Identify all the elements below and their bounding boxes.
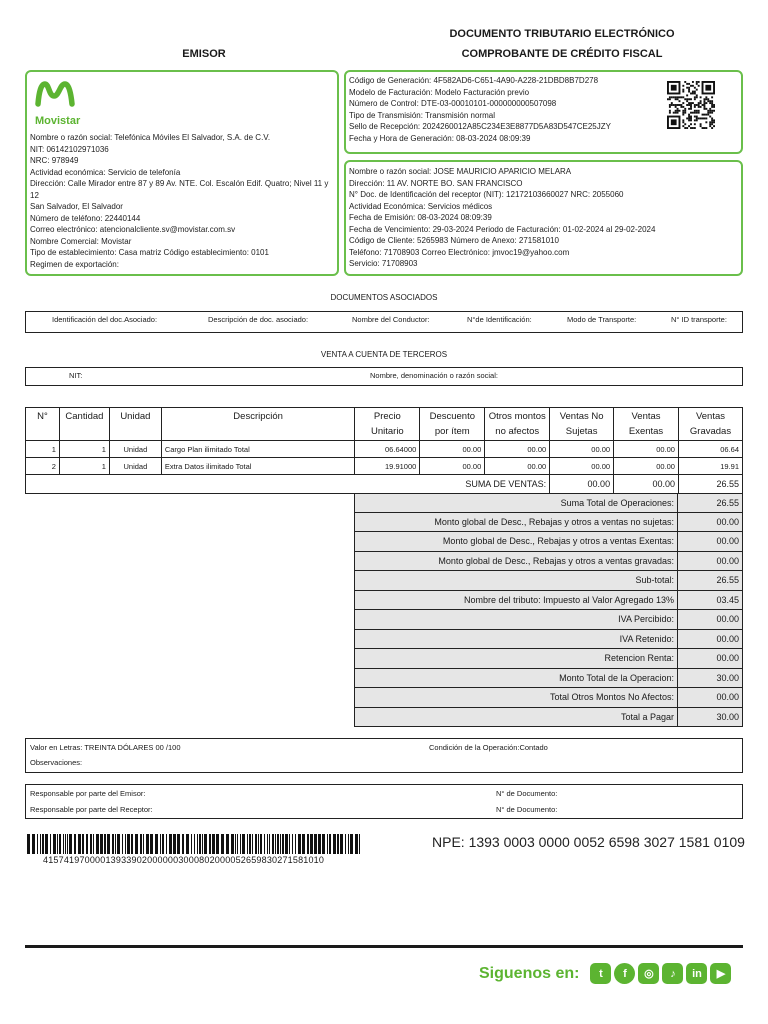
valor-letras: Valor en Letras: TREINTA DÓLARES 00 /100 [30,743,181,752]
barcode-bar [96,834,99,854]
movistar-logo [35,80,80,127]
youtube-icon[interactable]: ▶ [710,963,731,984]
suma-value: 26.55 [678,475,742,494]
row-cell: 1 [26,441,60,458]
emisor-line: Número de teléfono: 22440144 [30,213,141,223]
total-value: 00.00 [678,610,742,629]
barcode-icon [27,834,363,854]
barcode-bar [74,834,76,854]
barcode-bar [209,834,211,854]
receptor-line: Fecha de Vencimiento: 29-03-2024 Periodo de Facturación: 01-02-2024 al 29-02-2024 [349,224,656,234]
barcode-bar [59,834,61,854]
barcode-bar [355,834,358,854]
linkedin-icon[interactable]: in [686,963,707,984]
barcode-bar [247,834,248,854]
emisor-line: Nombre o razón social: Telefónica Móviles El Salvador, S.A. de C.V. [30,133,271,142]
barcode-bar [100,834,103,854]
receptor-line: Teléfono: 71708903 Correo Electrónico: jmvoc19@yahoo.com [349,247,570,257]
barcode-bar [122,834,123,854]
barcode-bar [327,834,328,854]
header-cell: N° [26,408,60,441]
barcode-bar [186,834,189,854]
total-value: 03.45 [678,591,742,610]
row-cell: 00.00 [614,441,679,458]
total-label: Monto global de Desc., Rebajas y otros a ventas gravadas: [355,552,678,571]
documento-details [349,75,664,144]
total-label: Retencion Renta: [355,649,678,668]
barcode-bar [235,834,236,854]
barcode-bar [53,834,56,854]
barcode-bar [27,834,30,854]
barcode-bar [298,834,301,854]
emisor-details [30,132,335,270]
barcode-number: 415741970000139339020000003000802000052659830271581010 [43,855,325,865]
barcode-bar [125,834,126,854]
row-cell: 1 [59,458,109,475]
qr-code-icon [667,81,715,129]
receptor-line: N° Doc. de Identificación del receptor (NIT): 12172103660027 NRC: 2055060 [349,190,624,199]
barcode-bar [318,834,321,854]
total-value: 00.00 [678,630,742,649]
total-label: Monto global de Desc., Rebajas y otros a ventas no sujetas: [355,513,678,532]
total-value: 26.55 [678,571,742,590]
barcode-bar [160,834,161,854]
barcode-bar [240,834,241,854]
emisor-line: Tipo de establecimiento: Casa matriz Código establecimiento: 0101 [30,248,269,257]
movistar-m-icon [35,80,75,108]
emisor-line: Actividad económica: Servicio de telefonía [30,167,181,177]
barcode-bar [292,834,293,854]
receptor-line: Servicio: 71708903 [349,259,418,268]
barcode-bar [32,834,35,854]
total-label: Sub-total: [355,571,678,590]
barcode-bar [65,834,66,854]
documento-line: Número de Control: DTE-03-00010101-000000000507098 [349,99,557,108]
total-row [354,571,743,591]
total-label: IVA Retenido: [355,630,678,649]
documento-line: Fecha y Hora de Generación: 08-03-2024 08:09:39 [349,133,531,143]
barcode-bar [140,834,142,854]
barcode-bar [275,834,276,854]
barcode-bar [197,834,198,854]
barcode-bar [255,834,257,854]
barcode-bar [112,834,114,854]
valor-letras-box [25,738,743,773]
total-label: Monto global de Desc., Rebajas y otros a ventas Exentas: [355,532,678,551]
barcode-bar [272,834,274,854]
documento-line: Código de Generación: 4F582AD6-C651-4A90-A228-21DBD8B7D278 [349,76,599,85]
suma-value: 00.00 [550,475,614,494]
npe-number: NPE: 1393 0003 0000 0052 6598 3027 1581 0109 [432,834,745,850]
barcode-bar [329,834,331,854]
row-cell: 06.64 [678,441,742,458]
total-row [354,649,743,669]
row-cell: Cargo Plan ilimitado Total [161,441,355,458]
barcode-bar [131,834,133,854]
barcode-bar [177,834,180,854]
barcode-bar [86,834,88,854]
barcode-bar [199,834,201,854]
barcode-bar [337,834,339,854]
siguenos-label: Siguenos en: [479,964,580,982]
row-cell: 00.00 [485,458,550,475]
total-row [354,669,743,689]
header-cell: Cantidad [59,408,109,441]
barcode-bar [249,834,251,854]
asociados-title: DOCUMENTOS ASOCIADOS [330,293,438,302]
barcode-bar [350,834,353,854]
responsable-receptor: Responsable por parte del Receptor: [30,805,153,814]
barcode-bar [340,834,343,854]
num-documento-receptor: N° de Documento: [496,805,558,814]
emisor-line: NRC: 978949 [30,156,79,165]
total-row [354,591,743,611]
suma-value: 00.00 [614,475,679,494]
documento-line: Sello de Recepción: 2024260012A85C234E3E8877D5A83D547CE25JZY [349,122,611,131]
terceros-nit-label: NIT: [69,371,83,380]
barcode-bar [285,834,288,854]
total-value: 30.00 [678,669,742,688]
terceros-title: VENTA A CUENTA DE TERCEROS [320,350,448,359]
table-row [26,441,743,458]
header-cell: Unidad [109,408,161,441]
receptor-line: Nombre o razón social: JOSE MAURICIO APARICIO MELARA [349,167,572,176]
row-cell: 00.00 [420,441,485,458]
barcode-bar [322,834,325,854]
barcode-bar [90,834,92,854]
responsables-box [25,784,743,819]
asociados-col-label: Nombre del Conductor: [352,315,430,324]
barcode-bar [252,834,253,854]
barcode-bar [359,834,360,854]
document-subtitle: COMPROBANTE DE CRÉDITO FISCAL [461,48,663,60]
barcode-bar [143,834,144,854]
barcode-bar [237,834,238,854]
emisor-line: Nombre Comercial: Movistar [30,236,132,246]
row-cell: 00.00 [614,458,679,475]
row-cell: 00.00 [420,458,485,475]
barcode-bar [117,834,120,854]
total-row [354,532,743,552]
barcode-bar [295,834,296,854]
emisor-line: Regimen de exportación: [30,259,119,269]
barcode-bar [191,834,192,854]
total-value: 00.00 [678,649,742,668]
barcode-bar [127,834,130,854]
asociados-col-label: N°de Identificación: [467,315,532,324]
total-value: 00.00 [678,532,742,551]
barcode-bar [107,834,110,854]
total-row [354,708,743,728]
total-row [354,552,743,572]
total-value: 00.00 [678,688,742,707]
barcode-bar [40,834,41,854]
row-cell: 19.91 [678,458,742,475]
barcode-bar [258,834,259,854]
facebook-icon[interactable]: f [614,963,635,984]
emisor-heading: EMISOR [182,48,226,60]
row-cell: 06.64000 [355,441,420,458]
barcode-bar [307,834,309,854]
barcode-bar [212,834,215,854]
barcode-bar [280,834,281,854]
total-row [354,513,743,533]
total-label: Total Otros Montos No Afectos: [355,688,678,707]
total-label: Monto Total de la Operacion: [355,669,678,688]
barcode-bar [67,834,68,854]
items-header-row [26,408,743,441]
row-cell: 19.91000 [355,458,420,475]
table-row [26,458,743,475]
terceros-name-label: Nombre, denominación o razón social: [370,371,498,380]
barcode-bar [155,834,158,854]
logo-text: Movistar [35,115,81,127]
barcode-bar [348,834,349,854]
header-cell: Otros montos no afectos [485,408,550,441]
row-cell: Extra Datos ilimitado Total [161,458,355,475]
barcode-bar [260,834,262,854]
barcode-bar [194,834,195,854]
instagram-icon[interactable]: ◎ [638,963,659,984]
barcode-bar [37,834,38,854]
barcode-bar [269,834,270,854]
row-cell: 00.00 [485,441,550,458]
row-cell: 2 [26,458,60,475]
total-label: Total a Pagar [355,708,678,727]
barcode-bar [345,834,346,854]
barcode-bar [63,834,64,854]
total-label: IVA Percibido: [355,610,678,629]
barcode-bar [202,834,203,854]
document-title: DOCUMENTO TRIBUTARIO ELECTRÓNICO [449,28,675,40]
suma-row [26,475,743,494]
receptor-line: Actividad Económica: Servicios médicos [349,201,493,211]
emisor-line: Dirección: Calle Mirador entre 87 y 89 Av. NTE. Col. Escalón Edif. Quatro; Nivel 11 y 12 [30,179,329,200]
header-cell: Ventas Gravadas [678,408,742,441]
row-cell: Unidad [109,458,161,475]
barcode-bar [57,834,58,854]
emisor-line: NIT: 06142102971036 [30,144,109,154]
tiktok-icon[interactable]: ♪ [662,963,683,984]
header-cell: Ventas Exentas [614,408,679,441]
barcode-bar [166,834,167,854]
barcode-bar [115,834,116,854]
barcode-bar [216,834,219,854]
emisor-line: Correo electrónico: atencionalcliente.sv@movistar.com.sv [30,225,236,234]
emisor-box [25,70,339,276]
footer-divider [25,945,743,948]
barcode-bar [162,834,164,854]
barcode-bar [104,834,106,854]
barcode-bar [226,834,229,854]
total-row [354,610,743,630]
barcode-bar [310,834,313,854]
barcode-bar [45,834,48,854]
receptor-details [349,166,739,270]
total-value: 26.55 [678,494,742,512]
total-label: Suma Total de Operaciones: [355,494,678,512]
barcode-bar [69,834,72,854]
barcode-bar [231,834,234,854]
items-table [25,407,743,494]
barcode-bar [204,834,207,854]
asociados-col-label: Modo de Transporte: [567,315,637,324]
barcode-bar [173,834,176,854]
barcode-bar [150,834,153,854]
row-cell: 00.00 [550,458,614,475]
barcode-bar [182,834,184,854]
barcode-bar [333,834,336,854]
barcode-bar [302,834,305,854]
receptor-line: Fecha de Emisión: 08-03-2024 08:09:39 [349,213,492,222]
total-row [354,688,743,708]
twitter-icon[interactable]: t [590,963,611,984]
barcode-bar [221,834,224,854]
total-value: 00.00 [678,513,742,532]
emisor-line: San Salvador, El Salvador [30,202,123,211]
documento-line: Modelo de Facturación: Modelo Facturación previo [349,87,530,97]
barcode-bar [82,834,84,854]
barcode-bar [242,834,245,854]
header-cell: Ventas No Sujetas [550,408,614,441]
documento-line: Tipo de Transmisión: Transmisión normal [349,110,495,120]
row-cell: 1 [59,441,109,458]
asociados-col-label: N° ID transporte: [671,315,727,324]
barcode-bar [169,834,172,854]
num-documento-emisor: N° de Documento: [496,789,558,798]
barcode-bar [78,834,81,854]
responsable-emisor: Responsable por parte del Emisor: [30,789,146,798]
barcode-bar [135,834,138,854]
asociados-col-label: Identificación del doc.Asociado: [52,315,158,324]
receptor-line: Dirección: 11 AV. NORTE BO. SAN FRANCISCO [349,178,523,188]
barcode-bar [314,834,317,854]
receptor-line: Código de Cliente: 5265983 Número de Anexo: 271581010 [349,236,559,245]
asociados-col-label: Descripción de doc. asociado: [208,315,309,324]
total-row [354,630,743,650]
total-row [354,493,743,513]
header-cell: Precio Unitario [355,408,420,441]
barcode-bar [277,834,279,854]
barcode-bar [93,834,94,854]
barcode-bar [282,834,284,854]
row-cell: Unidad [109,441,161,458]
barcode-bar [264,834,265,854]
asociados-box [25,311,743,333]
barcode-bar [50,834,51,854]
total-label: Nombre del tributo: Impuesto al Valor Agregado 13% [355,591,678,610]
barcode-bar [267,834,268,854]
receptor-box [344,160,743,276]
total-value: 30.00 [678,708,742,727]
barcode-bar [42,834,44,854]
header-cell: Descuento por ítem [420,408,485,441]
barcode-bar [146,834,149,854]
terceros-box [25,367,743,386]
header-cell: Descripción [161,408,355,441]
total-value: 00.00 [678,552,742,571]
observaciones: Observaciones: [30,758,83,767]
barcode-bar [289,834,290,854]
condicion-operacion: Condición de la Operación:Contado [429,743,548,752]
suma-label: SUMA DE VENTAS: [26,475,550,494]
row-cell: 00.00 [550,441,614,458]
social-links [479,963,731,984]
